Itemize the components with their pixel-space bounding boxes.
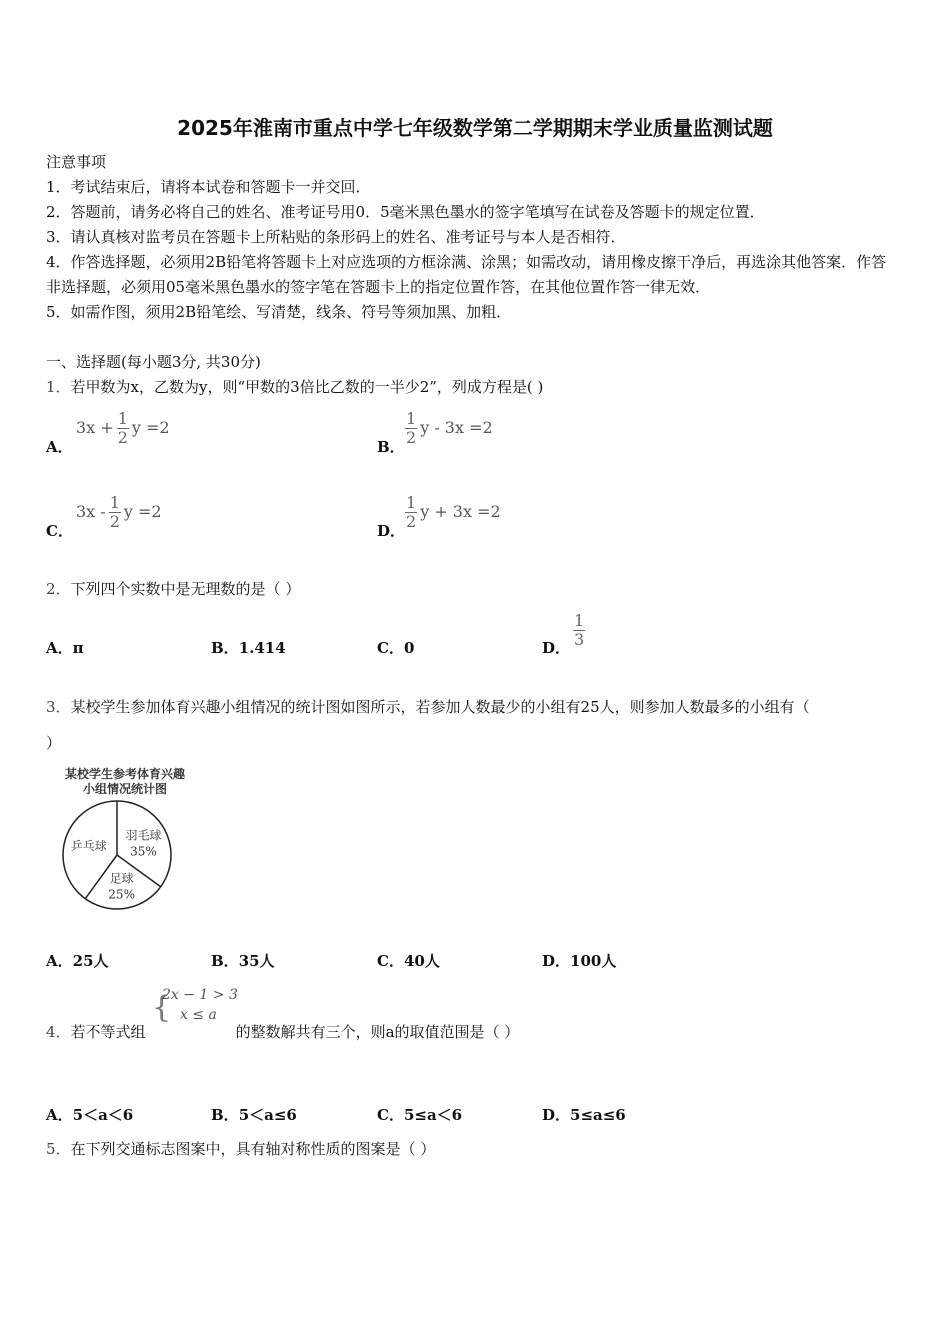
question-3 [46, 697, 906, 717]
q2-option-c[interactable]: C．0 [377, 639, 415, 657]
q4-option-c[interactable]: C．5≤a＜6 [377, 1106, 463, 1124]
q2-option-d-formula [570, 612, 588, 649]
notice-heading: 注意事项 [46, 153, 107, 171]
pie-slice-label: 乒乓球 [70, 838, 107, 853]
pie-slice-value: 25% [108, 887, 135, 902]
fraction: $\frac{1}{3}$ [574, 611, 585, 649]
fraction: $\frac{1}{2}$ [117, 409, 128, 447]
q3-option-b[interactable]: B．35人 [211, 952, 275, 970]
q2-option-d[interactable]: D． [542, 639, 571, 657]
q3-option-a[interactable]: A．25人 [46, 952, 109, 970]
q2-option-a[interactable]: A．π [46, 639, 84, 657]
question-4 [46, 1022, 906, 1042]
q1-option-b-label[interactable]: B． [377, 438, 405, 456]
q4-option-b[interactable]: B．5＜a≤6 [211, 1106, 297, 1124]
question-text: 下列四个实数中是无理数的是（ ） [70, 580, 301, 598]
q4-option-a[interactable]: A．5＜a＜6 [46, 1106, 134, 1124]
inequality-system [162, 985, 238, 1025]
q1-option-a-formula: 3x + $\frac{1}{2}$ y =2 [76, 409, 170, 447]
notice-item-1: 1．考试结束后，请将本试卷和答题卡一并交回． [46, 178, 371, 196]
question-text: 在下列交通标志图案中，具有轴对称性质的图案是（ ） [70, 1140, 436, 1158]
question-text: 某校学生参加体育兴趣小组情况的统计图如图所示，若参加人数最少的小组有25人，则参加人数最多的小组有（ [70, 698, 810, 716]
chart-title-line-2: 小组情况统计图 [82, 782, 168, 796]
q1-option-d-formula: $\frac{1}{2}$ y + 3x =2 [406, 493, 501, 531]
question-number: 3． [46, 698, 71, 716]
q2-option-b[interactable]: B．1.414 [211, 639, 286, 657]
question-number: 1． [46, 378, 71, 396]
page-title: 2025年淮南市重点中学七年级数学第二学期期末学业质量监测试题 [177, 116, 773, 140]
question-text-post: 的整数解共有三个，则a的取值范围是（ ） [235, 1023, 520, 1041]
question-2 [46, 579, 906, 599]
notice-item-5: 5．如需作图，须用2B铅笔绘、写清楚，线条、符号等须加黑、加粗． [46, 303, 512, 321]
pie-slice-label: 羽毛球 [125, 828, 162, 843]
question-5 [46, 1139, 906, 1159]
fraction: $\frac{1}{2}$ [406, 409, 417, 447]
inequality-1: 2x − 1 > 3 [162, 987, 238, 1003]
notice-item-2: 2．答题前，请务必将自己的姓名、准考证号用0．5毫米黑色墨水的签字笔填写在试卷及答题卡的规定位置． [46, 203, 765, 221]
notice-item-3: 3．请认真核对监考员在答题卡上所粘贴的条形码上的姓名、准考证号与本人是否相符． [46, 228, 626, 246]
inequality-2: x ≤ a [180, 1007, 217, 1023]
q1-option-b-formula: $\frac{1}{2}$ y - 3x =2 [406, 409, 493, 447]
q1-option-c-formula: 3x - $\frac{1}{2}$ y =2 [76, 493, 162, 531]
pie-slice-label: 足球 [109, 871, 134, 886]
q1-option-c-label[interactable]: C． [46, 522, 73, 540]
q3-option-d[interactable]: D．100人 [542, 952, 617, 970]
fraction: $\frac{1}{2}$ [406, 493, 417, 531]
question-text: 若甲数为x，乙数为y，则“甲数的3倍比乙数的一半少2”，列成方程是( ) [70, 378, 544, 396]
question-number: 4． [46, 1023, 71, 1041]
pie-chart [45, 765, 205, 915]
pie-slice-value: 35% [130, 844, 157, 859]
chart-title-line-1: 某校学生参考体育兴趣 [64, 767, 186, 781]
notice-item-4: 4．作答选择题，必须用2B铅笔将答题卡上对应选项的方框涂满、涂黑；如需改动，请用橡皮擦干净后，再选涂其他答案．作答非选择题，必须用05毫米黑色墨水的签字笔在答题卡上的指定位置作答，在其他位置作答一律无效． [46, 253, 887, 296]
question-1 [46, 377, 906, 397]
section-heading: 一、选择题(每小题3分, 共30分) [46, 353, 261, 371]
question-text-pre: 若不等式组 [70, 1023, 146, 1041]
question-3-cont: ） [46, 734, 62, 752]
q1-option-a-label[interactable]: A． [46, 438, 73, 456]
question-number: 2． [46, 580, 71, 598]
system-brace: { [152, 990, 172, 1025]
q1-option-d-label[interactable]: D． [377, 522, 406, 540]
q4-option-d[interactable]: D．5≤a≤6 [542, 1106, 626, 1124]
question-number: 5． [46, 1140, 71, 1158]
q3-option-c[interactable]: C．40人 [377, 952, 440, 970]
fraction: $\frac{1}{2}$ [109, 493, 120, 531]
